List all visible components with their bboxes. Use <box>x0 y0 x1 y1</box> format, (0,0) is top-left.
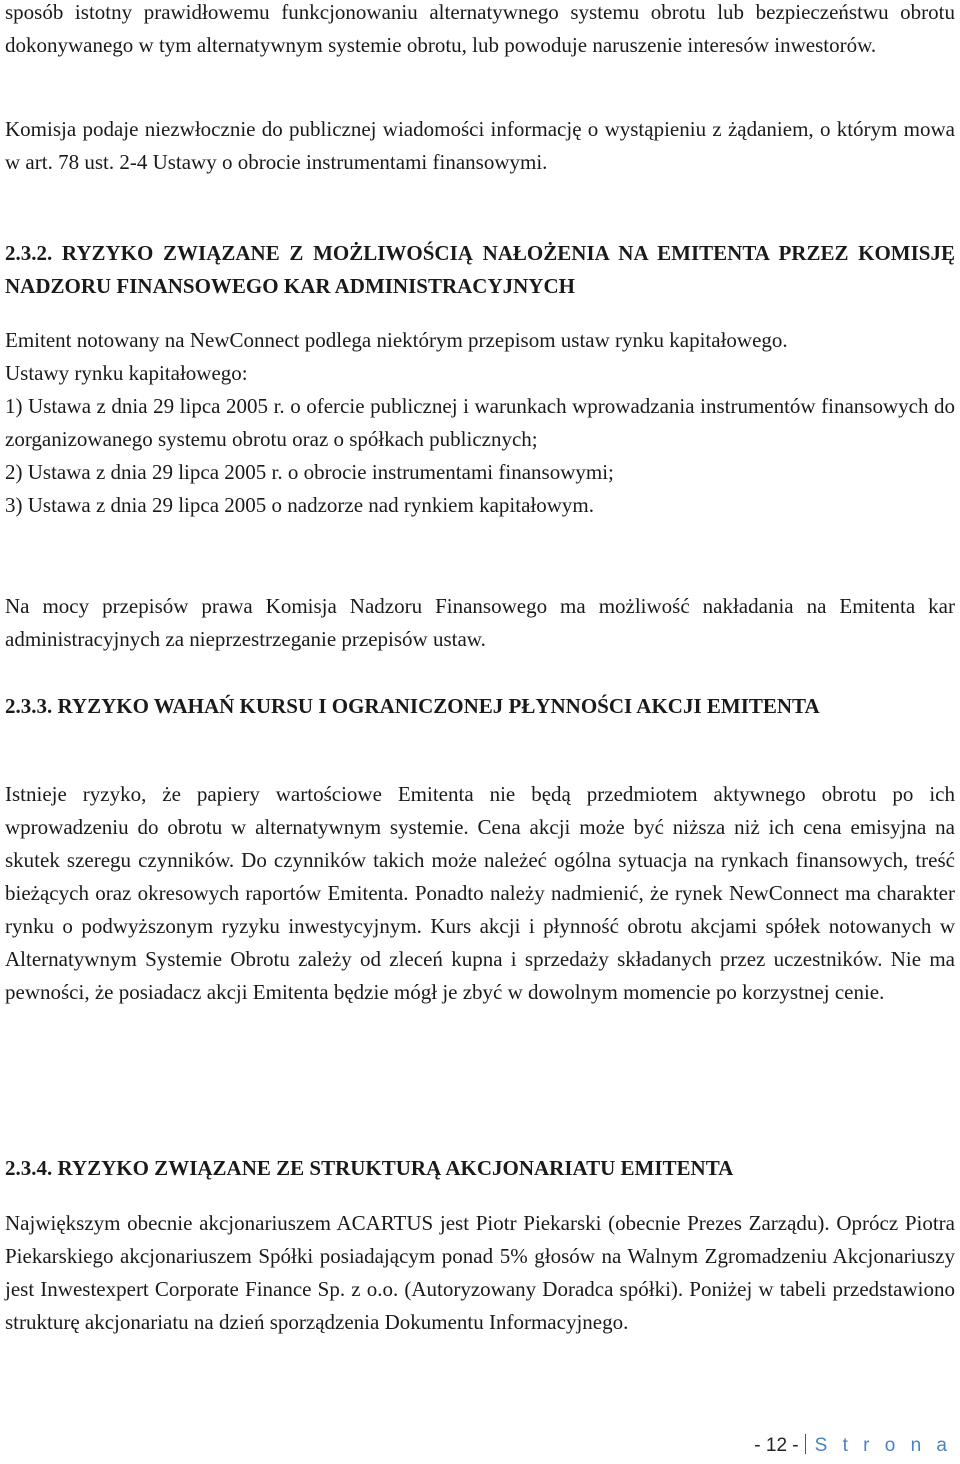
section-heading-2-3-3: 2.3.3. RYZYKO WAHAŃ KURSU I OGRANICZONEJ PŁYNNOŚCI AKCJI EMITENTA <box>5 694 820 718</box>
paragraph-istnieje: Istnieje ryzyko, że papiery wartościowe Emitenta nie będą przedmiotem aktywnego obrotu po ich wprowadzeniu do obrotu w alternatywnym systemie. Cena akcji może być niższa niż ich cena emisyjna na skutek szeregu czynników. Do czynników takich może należeć ogólna sytuacja na rynkach finansowych, treść bieżących oraz okresowych raportów Emitenta. Ponadto należy nadmienić, że rynek NewConnect ma charakter rynku o podwyższonym ryzyku inwestycyjnym. Kurs akcji i płynność obrotu akcjami spółek notowanych w Alternatywnym Systemie Obrotu zależy od zleceń kupna i sprzedaży składanych przez uczestników. Nie ma pewności, że posiadacz akcji Emitenta będzie mógł je zbyć w dowolnym momencie po korzystnej cenie. <box>5 782 955 1004</box>
section-heading-2-3-2: 2.3.2. RYZYKO ZWIĄZANE Z MOŻLIWOŚCIĄ NAŁOŻENIA NA EMITENTA PRZEZ KOMISJĘ NADZORU FINANSOWEGO KAR ADMINISTRACYJNYCH <box>5 241 955 298</box>
list-item: 2) Ustawa z dnia 29 lipca 2005 r. o obrocie instrumentami finansowymi; <box>5 460 614 484</box>
section-heading-2-3-4: 2.3.4. RYZYKO ZWIĄZANE ZE STRUKTURĄ AKCJONARIATU EMITENTA <box>5 1156 734 1180</box>
paragraph-najwiekszym: Największym obecnie akcjonariuszem ACARTUS jest Piotr Piekarski (obecnie Prezes Zarządu). Oprócz Piotra Piekarskiego akcjonariuszem Spółki posiadającym ponad 5% głosów na Walnym Zgromadzeniu Akcjonariuszy jest Inwestexpert Corporate Finance Sp. z o.o. (Autoryzowany Doradca spółki). Poniżej w tabeli przedstawiono strukturę akcjonariatu na dzień sporządzenia Dokumentu Informacyjnego. <box>5 1211 955 1334</box>
paragraph-komisja: Komisja podaje niezwłocznie do publicznej wiadomości informację o wystąpieniu z żądaniem, o którym mowa w art. 78 ust. 2-4 Ustawy o obrocie instrumentami finansowymi. <box>5 117 955 174</box>
paragraph-na-mocy: Na mocy przepisów prawa Komisja Nadzoru Finansowego ma możliwość nakładania na Emitenta kar administracyjnych za nieprzestrzeganie przepisów ustaw. <box>5 594 955 651</box>
paragraph-emitent-intro: Emitent notowany na NewConnect podlega niektórym przepisom ustaw rynku kapitałowego. <box>5 328 788 352</box>
strona-label: S t r o n a <box>814 1435 952 1456</box>
page-footer <box>754 1434 952 1458</box>
list-item: 3) Ustawa z dnia 29 lipca 2005 o nadzorze nad rynkiem kapitałowym. <box>5 493 594 517</box>
section-body-2-3-2 <box>5 324 955 522</box>
paragraph-continuation: sposób istotny prawidłowemu funkcjonowaniu alternatywnego systemu obrotu lub bezpieczeństwu obrotu dokonywanego w tym alternatywnym systemie obrotu, lub powoduje naruszenie interesów inwestorów. <box>5 0 955 57</box>
list-intro: Ustawy rynku kapitałowego: <box>5 361 248 385</box>
list-item: 1) Ustawa z dnia 29 lipca 2005 r. o ofercie publicznej i warunkach wprowadzania instrumentów finansowych do zorganizowanego systemu obrotu oraz o spółkach publicznych; <box>5 394 955 451</box>
page-number: - 12 - <box>754 1435 799 1456</box>
footer-divider <box>805 1434 806 1454</box>
